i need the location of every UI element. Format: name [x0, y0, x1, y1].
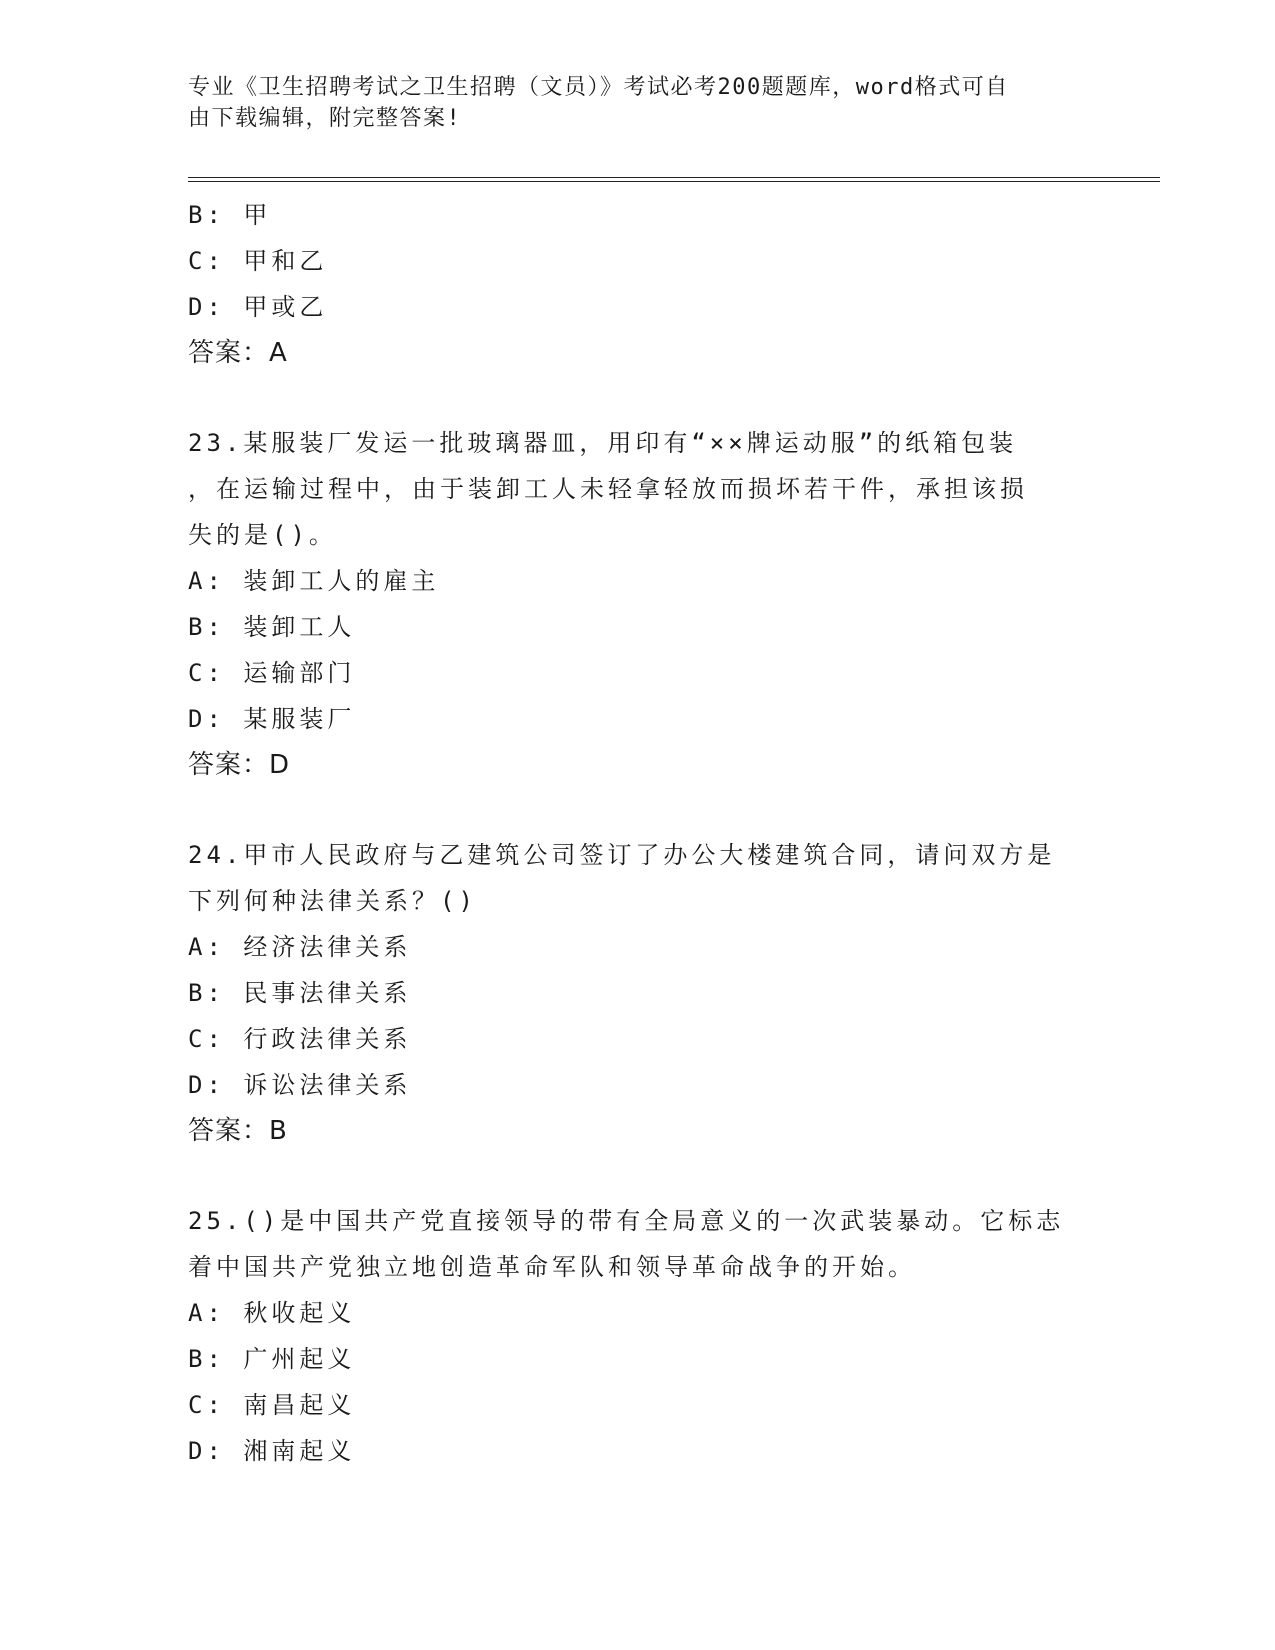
- question-22-continued: [188, 192, 1088, 376]
- question-list: [188, 192, 1088, 1474]
- option-b: B: 装卸工人: [188, 613, 356, 641]
- question-text-line: 着中国共产党独立地创造革命军队和领导革命战争的开始。: [188, 1253, 916, 1281]
- option-d: D: 某服装厂: [188, 705, 356, 733]
- option-b: B: 甲: [188, 201, 272, 229]
- question-text-line: ，在运输过程中，由于装卸工人未轻拿轻放而损坏若干件，承担该损: [188, 475, 1028, 503]
- option-c: C: 甲和乙: [188, 247, 328, 275]
- question-25: [188, 1198, 1088, 1474]
- question-text-line: 24.甲市人民政府与乙建筑公司签订了办公大楼建筑合同，请问双方是: [188, 841, 1056, 869]
- question-23: [188, 420, 1088, 788]
- question-text-line: 下列何种法律关系？(): [188, 887, 477, 915]
- option-c: C: 行政法律关系: [188, 1025, 412, 1053]
- option-c: C: 南昌起义: [188, 1391, 356, 1419]
- answer: 答案：D: [188, 750, 291, 780]
- option-c: C: 运输部门: [188, 659, 356, 687]
- header-divider-top: [188, 177, 1160, 178]
- option-a: A: 秋收起义: [188, 1299, 356, 1327]
- option-a: A: 装卸工人的雇主: [188, 567, 440, 595]
- question-text-line: 失的是()。: [188, 521, 337, 549]
- header-line-2: 由下载编辑，附完整答案!: [188, 106, 462, 131]
- answer: 答案：A: [188, 338, 288, 368]
- question-24: [188, 832, 1088, 1154]
- option-d: D: 诉讼法律关系: [188, 1071, 412, 1099]
- option-d: D: 甲或乙: [188, 293, 328, 321]
- option-d: D: 湘南起义: [188, 1437, 356, 1465]
- question-text-line: 25.()是中国共产党直接领导的带有全局意义的一次武装暴动。它标志: [188, 1207, 1065, 1235]
- header-line-1: 专业《卫生招聘考试之卫生招聘（文员）》考试必考200题题库，word格式可自: [188, 75, 1009, 100]
- option-b: B: 民事法律关系: [188, 979, 412, 1007]
- option-a: A: 经济法律关系: [188, 933, 412, 961]
- answer: 答案：B: [188, 1116, 288, 1146]
- question-text-line: 23.某服装厂发运一批玻璃器皿，用印有“××牌运动服”的纸箱包装: [188, 429, 1018, 457]
- document-header: [188, 72, 1088, 134]
- header-divider-bottom: [188, 181, 1160, 182]
- option-b: B: 广州起义: [188, 1345, 356, 1373]
